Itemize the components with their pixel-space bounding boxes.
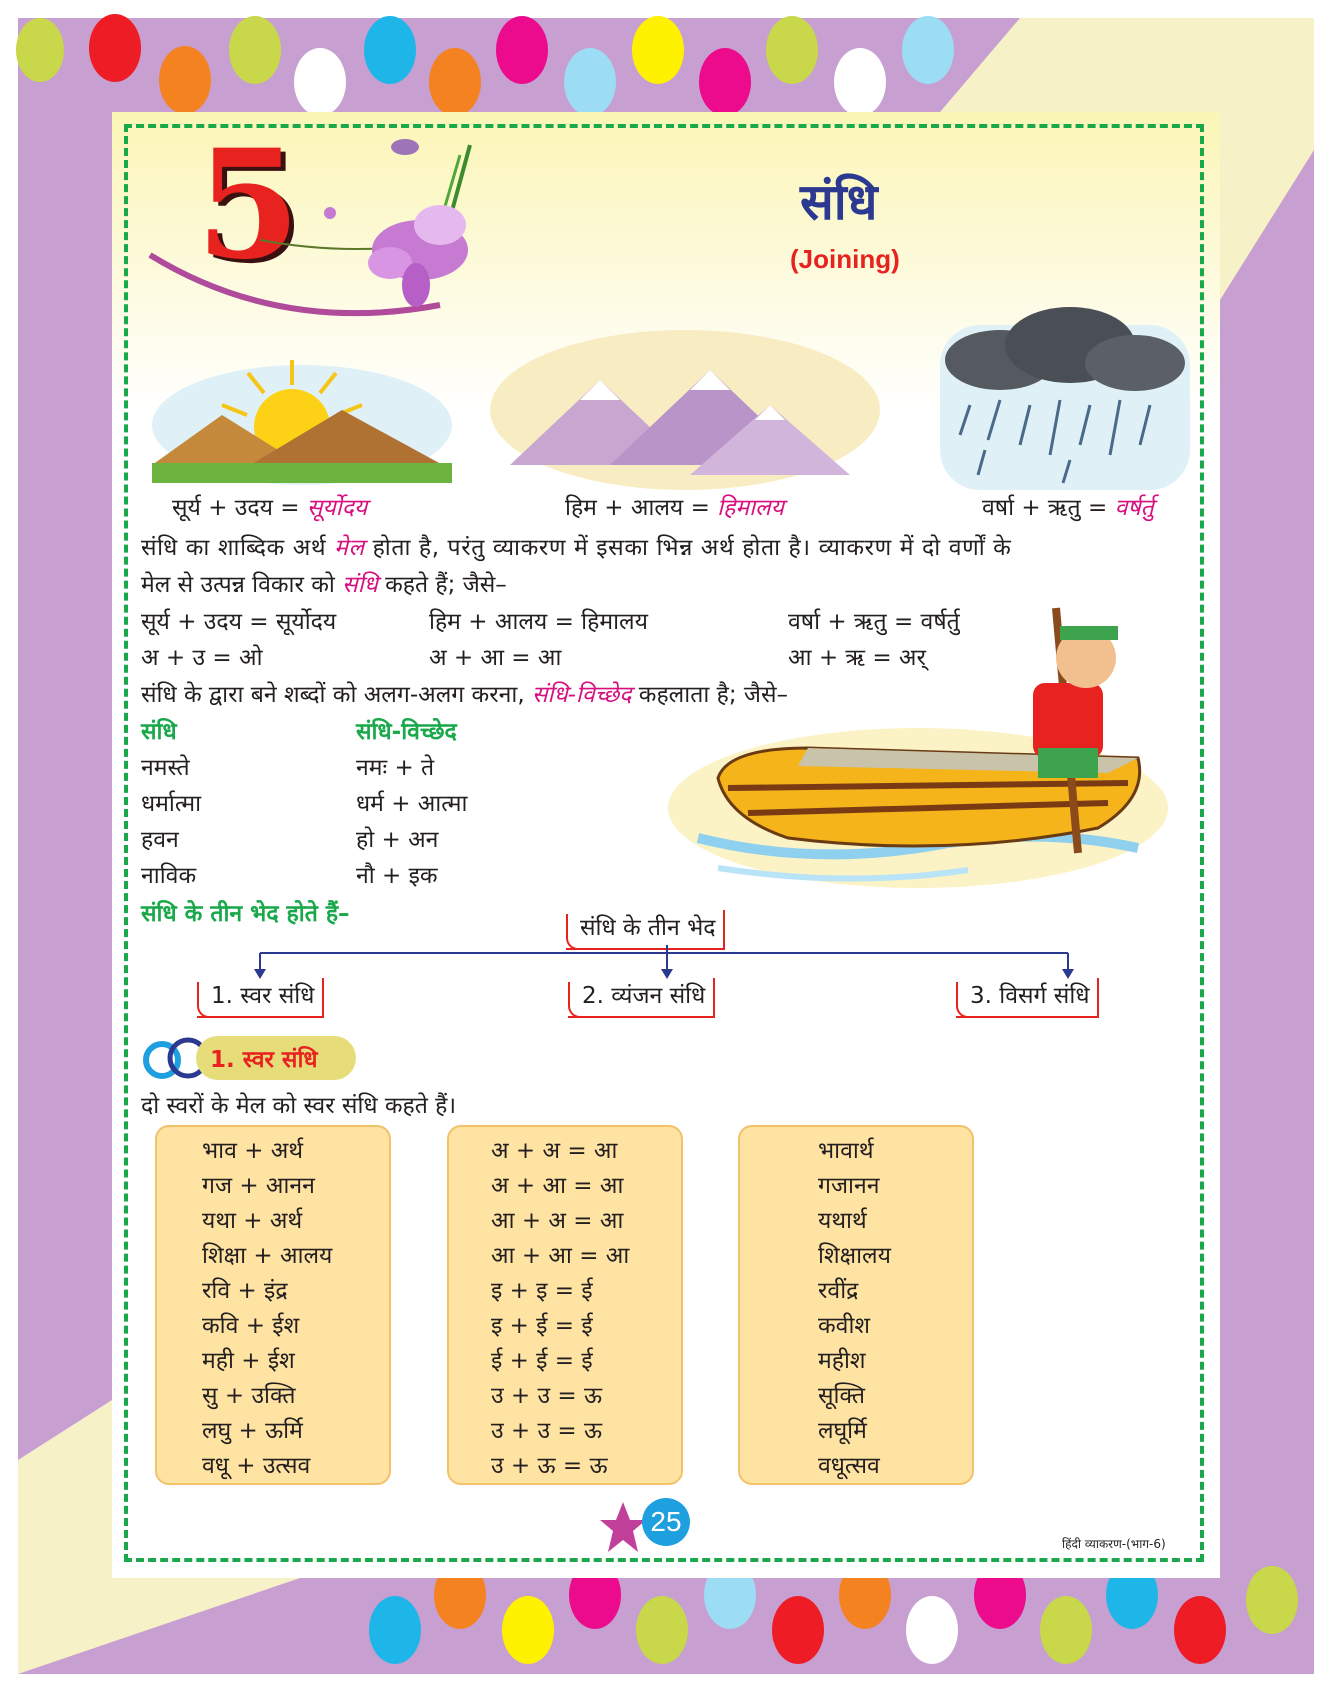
box1-row: लघु + ऊर्मि	[202, 1418, 303, 1444]
box1-row: मही + ईश	[202, 1348, 295, 1374]
box2-row: इ + ई = ई	[491, 1313, 593, 1339]
type-visarg: 3. विसर्ग संधि	[956, 976, 1099, 1018]
box3-row: महीश	[818, 1348, 866, 1374]
box2-row: ई + ई = ई	[491, 1348, 593, 1374]
box2-row: उ + ऊ = ऊ	[491, 1453, 608, 1479]
example-word-2: हिम + आलय = हिमालय	[429, 609, 648, 635]
box1-row: भाव + अर्थ	[202, 1138, 304, 1164]
mountains-illustration	[490, 325, 880, 495]
box1-row: वधू + उत्सव	[202, 1453, 311, 1479]
box2-row: उ + उ = ऊ	[491, 1383, 603, 1409]
page-number: 25	[642, 1498, 690, 1546]
footer-book-title: हिंदी व्याकरण-(भाग-6)	[1062, 1537, 1166, 1551]
box-result-words	[738, 1125, 974, 1485]
types-heading: संधि के तीन भेद होते हैं–	[141, 901, 350, 927]
intro-line-2: मेल से उत्पन्न विकार को संधि कहते हैं; जैसे–	[141, 572, 507, 598]
box2-row: अ + आ = आ	[491, 1173, 624, 1199]
box2-row: अ + अ = आ	[491, 1138, 618, 1164]
box2-row: उ + उ = ऊ	[491, 1418, 603, 1444]
example-word-3: वर्षा + ऋतु = वर्षर्तु	[788, 609, 960, 635]
example-vowel-1: अ + उ = ओ	[141, 645, 263, 671]
caption-sunrise: सूर्य + उदय = सूर्योदय	[172, 495, 368, 521]
type-vyanjan: 2. व्यंजन संधि	[568, 976, 715, 1018]
section-1-heading: 1. स्वर संधि	[210, 1047, 318, 1073]
box1-row: रवि + इंद्र	[202, 1278, 288, 1304]
types-connector-lines	[250, 945, 1080, 980]
rain-cloud-illustration	[930, 305, 1195, 495]
viched-row-3-split: हो + अन	[356, 827, 439, 853]
viched-header-viched: संधि-विच्छेद	[356, 719, 457, 745]
box3-row: सूक्ति	[818, 1383, 865, 1409]
box3-row: कवीश	[818, 1313, 871, 1339]
example-vowel-3: आ + ऋ = अर्	[788, 645, 926, 671]
box3-row: भावार्थ	[818, 1138, 874, 1164]
boatman-illustration	[668, 598, 1168, 888]
viched-line: संधि के द्वारा बने शब्दों को अलग-अलग करना, संधि-विच्छेद कहलाता है; जैसे–	[141, 682, 788, 708]
caption-himalaya: हिम + आलय = हिमालय	[565, 495, 784, 521]
box2-row: आ + आ = आ	[491, 1243, 630, 1269]
types-root-label: संधि के तीन भेद	[566, 908, 725, 950]
intro-line-1: संधि का शाब्दिक अर्थ मेल होता है, परंतु व्याकरण में इसका भिन्न अर्थ होता है। व्याकरण में दो वर्णों के	[141, 535, 1012, 561]
box1-row: सु + उक्ति	[202, 1383, 296, 1409]
example-vowel-2: अ + आ = आ	[429, 645, 562, 671]
box1-row: शिक्षा + आलय	[202, 1243, 333, 1269]
type-swar: 1. स्वर संधि	[197, 976, 324, 1018]
box1-row: गज + आनन	[202, 1173, 315, 1199]
box3-row: लघूर्मि	[818, 1418, 867, 1444]
chapter-title: संधि	[800, 173, 878, 231]
box-vowel-rules	[447, 1125, 683, 1485]
flower-decoration	[140, 135, 510, 335]
box1-row: कवि + ईश	[202, 1313, 300, 1339]
viched-row-1-word: नमस्ते	[141, 755, 190, 781]
sunrise-illustration	[152, 355, 452, 490]
box3-row: गजानन	[818, 1173, 880, 1199]
box1-row: यथा + अर्थ	[202, 1208, 303, 1234]
viched-row-1-split: नमः + ते	[356, 755, 435, 781]
viched-row-2-split: धर्म + आत्मा	[356, 791, 468, 817]
viched-row-2-word: धर्मात्मा	[141, 791, 202, 817]
box3-row: रवींद्र	[818, 1278, 859, 1304]
box-word-parts	[155, 1125, 391, 1485]
caption-rain: वर्षा + ऋतु = वर्षर्तु	[982, 495, 1154, 521]
chapter-number: 5	[196, 117, 301, 293]
viched-header-sandhi: संधि	[141, 719, 177, 745]
box3-row: वधूत्सव	[818, 1453, 880, 1479]
section-1-definition: दो स्वरों के मेल को स्वर संधि कहते हैं।	[141, 1093, 457, 1119]
viched-row-3-word: हवन	[141, 827, 179, 853]
viched-row-4-split: नौ + इक	[356, 863, 438, 889]
chapter-subtitle: (Joining)	[790, 244, 900, 274]
viched-row-4-word: नाविक	[141, 863, 197, 889]
box3-row: यथार्थ	[818, 1208, 867, 1234]
box2-row: इ + इ = ई	[491, 1278, 593, 1304]
star-icon	[598, 1500, 648, 1560]
example-word-1: सूर्य + उदय = सूर्योदय	[141, 609, 337, 635]
box2-row: आ + अ = आ	[491, 1208, 624, 1234]
box3-row: शिक्षालय	[818, 1243, 891, 1269]
